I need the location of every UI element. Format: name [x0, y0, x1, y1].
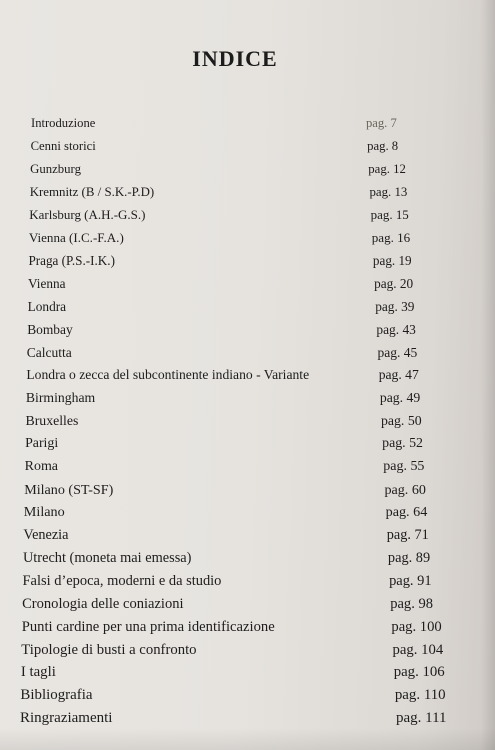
toc-entry-label: Gunzburg [30, 161, 81, 176]
toc-entry-label: Ringraziamenti [20, 710, 113, 727]
toc-entry-page: pag. 43 [376, 321, 416, 337]
toc-entry-page: pag. 98 [390, 595, 433, 612]
toc-entry [0, 436, 495, 460]
toc-entry [0, 139, 495, 163]
toc-entry-page: pag. 7 [366, 116, 397, 130]
toc-entry-label: Cronologia delle coniazioni [22, 595, 184, 612]
toc-entry-label: Milano (ST-SF) [24, 481, 114, 498]
toc-entry [0, 710, 495, 734]
toc-entry [0, 482, 495, 506]
toc-entry [0, 322, 495, 346]
toc-entry-page: pag. 64 [385, 504, 428, 521]
toc-entry-page: pag. 106 [393, 664, 445, 681]
toc-entry-label: Cenni storici [30, 138, 96, 153]
toc-entry [0, 253, 495, 277]
toc-entry-page: pag. 12 [368, 161, 406, 176]
toc-entry [0, 390, 495, 414]
toc-entry-page: pag. 20 [374, 275, 414, 291]
toc-entry-label: Bruxelles [25, 413, 79, 429]
toc-entry-page: pag. 45 [377, 344, 418, 360]
toc-entry [0, 276, 495, 300]
toc-entry [0, 345, 495, 369]
toc-entry-label: Birmingham [25, 390, 96, 406]
toc-entry [0, 619, 495, 643]
toc-entry-page: pag. 110 [394, 687, 446, 704]
toc-entry-label: Kremnitz (B / S.K.-P.D) [29, 184, 155, 199]
toc-entry [0, 664, 495, 688]
toc-entry-page: pag. 49 [379, 390, 421, 406]
toc-entry-label: Falsi d’epoca, moderni e da studio [22, 573, 222, 589]
toc-entry-page: pag. 91 [389, 573, 432, 589]
toc-entry-label: Bombay [27, 321, 73, 337]
toc-entry-page: pag. 111 [396, 710, 447, 727]
toc-entry [0, 162, 495, 186]
toc-entry-page: pag. 52 [382, 435, 423, 451]
toc-entry-label: Vienna (I.C.-F.A.) [28, 230, 124, 246]
toc-entry [0, 413, 495, 437]
toc-entry-page: pag. 89 [387, 550, 431, 567]
toc-entry-label: Utrecht (moneta mai emessa) [22, 550, 192, 567]
toc-entry-label: Introduzione [31, 116, 96, 130]
toc-entry [0, 367, 495, 391]
toc-entry-page: pag. 100 [391, 618, 442, 635]
toc-entry-label: Tipologie di busti a confronto [21, 641, 197, 658]
toc-entry [0, 527, 495, 551]
toc-entry [0, 299, 495, 323]
toc-entry-page: pag. 50 [381, 413, 422, 429]
toc-entry-label: Karlsburg (A.H.-G.S.) [29, 207, 146, 223]
toc-entry-label: Praga (P.S.-I.K.) [28, 253, 115, 269]
toc-entry-label: Bibliografia [20, 687, 93, 704]
toc-entry-page: pag. 39 [375, 298, 415, 314]
toc-entry-label: I tagli [20, 664, 56, 681]
toc-entry [0, 550, 495, 574]
toc-entry-label: Roma [24, 458, 59, 474]
toc-entry-label: Venezia [23, 527, 69, 544]
toc-entry-page: pag. 55 [383, 458, 425, 474]
toc-entry-page: pag. 15 [370, 207, 409, 223]
toc-entry-page: pag. 8 [367, 138, 399, 153]
toc-entry-label: Milano [23, 504, 65, 521]
toc-entry [0, 596, 495, 620]
toc-entry [0, 573, 495, 597]
toc-entry-page: pag. 60 [384, 481, 426, 498]
toc-entry-label: Punti cardine per una prima identificazione [21, 618, 275, 635]
toc-entry-page: pag. 71 [386, 527, 429, 544]
page-title: INDICE [192, 46, 278, 71]
toc-entry [0, 116, 495, 140]
toc-entry-label: Parigi [25, 435, 59, 451]
toc-entry [0, 504, 495, 528]
toc-entry-page: pag. 13 [369, 184, 408, 199]
toc-entry-page: pag. 19 [372, 253, 412, 269]
toc-entry-page: pag. 104 [392, 641, 444, 658]
toc-entry-label: Calcutta [26, 344, 72, 360]
toc-entry [0, 230, 495, 254]
toc-entry-label: Vienna [28, 275, 66, 291]
toc-entry [0, 642, 495, 666]
toc-entry-label: Londra o zecca del subcontinente indiano - Variante [26, 367, 310, 383]
toc-entry [0, 687, 495, 711]
toc-entry [0, 207, 495, 231]
toc-entry [0, 185, 495, 209]
toc-entry-label: Londra [27, 298, 67, 314]
toc-entry-page: pag. 16 [371, 230, 411, 246]
toc-entry [0, 459, 495, 483]
toc-entry-page: pag. 47 [378, 367, 419, 383]
